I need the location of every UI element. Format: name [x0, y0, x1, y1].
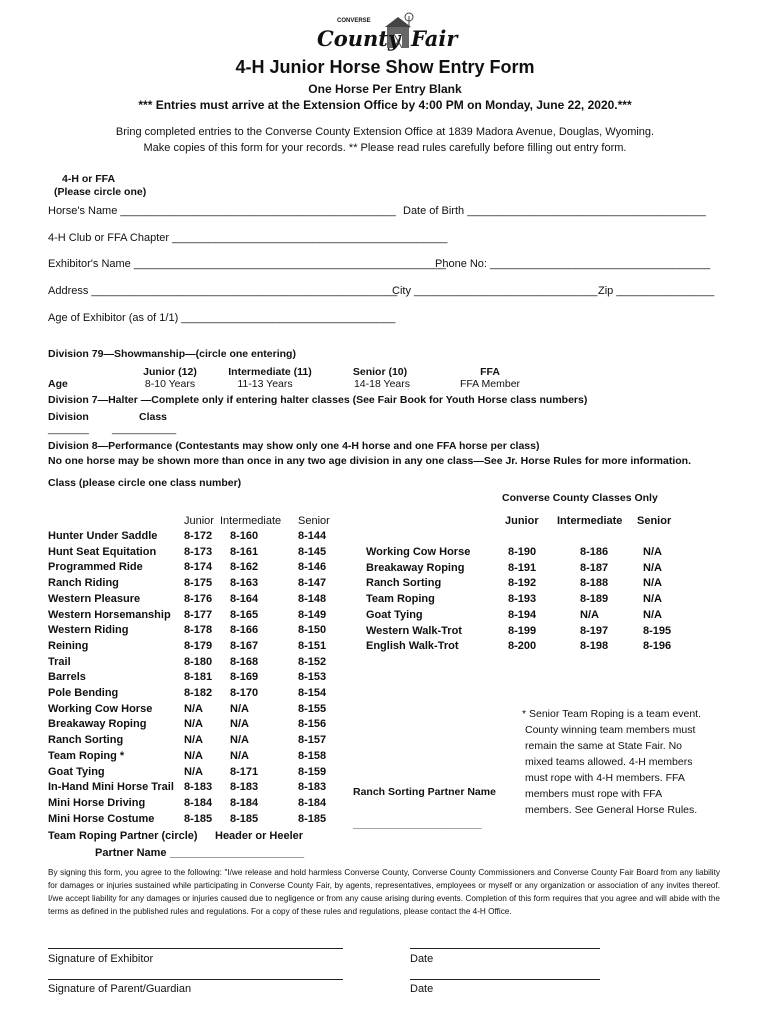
exhibitor-age-field[interactable]: Age of Exhibitor (as of 1/1) ___________________________________ [48, 312, 396, 324]
junior-class-number[interactable]: 8-180 [184, 655, 213, 668]
class-name: Western Pleasure [48, 592, 141, 605]
junior-class-number[interactable]: 8-177 [184, 608, 213, 621]
junior-class-number[interactable]: 8-174 [184, 561, 213, 574]
intermediate-class-number[interactable]: 8-183 [230, 781, 259, 794]
junior-class-number[interactable]: 8-172 [184, 530, 213, 542]
intermediate-class-number[interactable]: 8-164 [230, 592, 259, 605]
converse-classes-heading: Converse County Classes Only [502, 492, 658, 504]
intermediate-class-number[interactable]: 8-163 [230, 577, 259, 590]
junior-class-number[interactable]: 8-193 [508, 593, 537, 606]
horse-name-field[interactable]: Horse's Name _____________________________________________ [48, 205, 396, 217]
column-header-senior: Senior [298, 515, 330, 527]
showmanship-intermediate-ages: 11-13 Years [237, 378, 293, 390]
senior-class-number[interactable]: N/A [643, 608, 662, 621]
class-name: Breakaway Roping [48, 718, 147, 731]
intermediate-class-number[interactable]: N/A [230, 702, 249, 715]
senior-class-number[interactable]: N/A [643, 593, 662, 606]
class-name: Hunt Seat Equitation [48, 545, 157, 558]
halter-division-blank[interactable]: _______ [48, 423, 89, 435]
logo-word-county: County [317, 26, 401, 51]
circle-4h-ffa-label: 4-H or FFA [62, 173, 116, 185]
senior-class-number[interactable]: 8-156 [298, 718, 327, 731]
junior-class-number[interactable]: 8-191 [508, 561, 537, 574]
class-name: Programmed Ride [48, 561, 143, 574]
junior-class-number[interactable]: N/A [184, 718, 203, 731]
showmanship-junior-ages: 8-10 Years [144, 378, 196, 390]
class-name: Team Roping [366, 593, 435, 606]
class-name: Trail [48, 655, 71, 668]
division-79-heading: Division 79—Showmanship—(circle one entering) [48, 348, 296, 360]
intermediate-class-number[interactable]: N/A [230, 749, 249, 762]
class-name: English Walk-Trot [366, 640, 459, 653]
showmanship-intermediate[interactable]: Intermediate (11) [228, 366, 312, 378]
class-name: Team Roping * [48, 749, 125, 762]
intermediate-class-number[interactable]: 8-169 [230, 671, 259, 684]
senior-class-number[interactable]: 8-157 [298, 734, 327, 747]
class-name: Western Horsemanship [48, 608, 171, 621]
phone-field[interactable]: Phone No: ____________________________________ [435, 258, 711, 270]
class-circle-instruction: Class (please circle one class number) [48, 477, 242, 489]
date-label-2: Date [410, 983, 434, 995]
team-note-line: County winning team members must [525, 724, 696, 736]
class-name: Mini Horse Costume [48, 812, 155, 825]
county-fair-logo [315, 12, 458, 58]
intermediate-class-number[interactable]: 8-188 [580, 577, 609, 590]
senior-class-number[interactable]: N/A [643, 561, 662, 574]
intro-line-2: Make copies of this form for your records. ** Please read rules carefully before filling out entry form. [143, 142, 627, 154]
junior-class-number[interactable]: N/A [184, 702, 203, 715]
junior-class-number[interactable]: N/A [184, 734, 203, 747]
junior-class-number[interactable]: 8-179 [184, 639, 213, 652]
deadline-notice: *** Entries must arrive at the Extension Office by 4:00 PM on Monday, June 22, 2020.*** [138, 98, 632, 112]
exhibitor-signature-line[interactable] [48, 948, 343, 949]
intermediate-class-number[interactable]: 8-161 [230, 545, 259, 558]
circle-one-hint: (Please circle one) [54, 186, 147, 198]
class-name: Goat Tying [48, 765, 105, 778]
senior-class-number[interactable]: 8-154 [298, 687, 327, 699]
club-chapter-field[interactable]: 4-H Club or FFA Chapter _____________________________________________ [48, 232, 448, 244]
senior-class-number[interactable]: 8-150 [298, 624, 327, 637]
class-name: In-Hand Mini Horse Trail [48, 781, 174, 794]
junior-class-number[interactable]: 8-178 [184, 624, 213, 637]
senior-class-number[interactable]: 8-195 [643, 624, 672, 637]
junior-class-number[interactable]: 8-182 [184, 687, 213, 699]
senior-class-number[interactable]: 8-153 [298, 671, 327, 684]
senior-class-number[interactable]: 8-152 [298, 655, 327, 668]
intermediate-class-number[interactable]: 8-168 [230, 655, 259, 668]
class-name: Reining [48, 639, 89, 652]
intermediate-class-number[interactable]: 8-167 [230, 639, 259, 652]
junior-class-number[interactable]: 8-181 [184, 671, 213, 684]
intermediate-class-number[interactable]: N/A [230, 734, 249, 747]
class-name: Ranch Sorting [366, 577, 442, 590]
junior-class-number[interactable]: 8-199 [508, 624, 537, 637]
intermediate-class-number[interactable]: N/A [580, 608, 599, 621]
halter-division-label: Division [48, 411, 89, 423]
intermediate-class-number[interactable]: 8-166 [230, 624, 259, 637]
intermediate-class-number[interactable]: 8-162 [230, 561, 259, 574]
senior-class-number[interactable]: 8-144 [298, 530, 327, 542]
converse-column-intermediate: Intermediate [557, 515, 623, 527]
exhibitor-name-field[interactable]: Exhibitor's Name ___________________________________________________ [48, 258, 446, 270]
parent-signature-label: Signature of Parent/Guardian [48, 983, 192, 995]
junior-class-number[interactable]: 8-173 [184, 545, 213, 558]
date-of-birth-field[interactable]: Date of Birth _______________________________________ [403, 205, 706, 217]
showmanship-senior-ages: 14-18 Years [353, 378, 411, 390]
class-name: Ranch Riding [48, 577, 119, 590]
senior-class-number[interactable]: 8-159 [298, 765, 327, 778]
class-name: Working Cow Horse [366, 546, 471, 558]
intermediate-class-number[interactable]: N/A [230, 718, 249, 731]
ranch-sorting-partner-blank[interactable]: ______________________ [353, 818, 482, 830]
converse-column-junior: Junior [505, 515, 539, 527]
age-label: Age [48, 378, 68, 390]
class-name: Barrels [48, 671, 86, 684]
class-name: Hunter Under Saddle [48, 530, 158, 542]
date-line-2[interactable] [410, 979, 600, 980]
ranch-sorting-partner-label: Ranch Sorting Partner Name [353, 786, 496, 798]
date-label-1: Date [410, 953, 434, 965]
class-name: Working Cow Horse [48, 702, 153, 715]
intermediate-class-number[interactable]: 8-187 [580, 561, 609, 574]
senior-class-number[interactable]: N/A [643, 546, 662, 558]
junior-class-number[interactable]: N/A [184, 749, 203, 762]
team-note-line: mixed teams allowed. 4-H members [525, 756, 693, 768]
senior-class-number[interactable]: 8-146 [298, 561, 327, 574]
senior-class-number[interactable]: 8-155 [298, 702, 327, 715]
senior-class-number[interactable]: 8-145 [298, 545, 327, 558]
class-name: Ranch Sorting [48, 734, 124, 747]
senior-class-number[interactable]: 8-196 [643, 640, 672, 653]
team-note-line: remain the same at State Fair. No [525, 740, 682, 752]
intermediate-class-number[interactable]: 8-185 [230, 812, 259, 825]
division-7-heading: Division 7—Halter —Complete only if entering halter classes (See Fair Book for Youth Horse class numbers) [48, 394, 588, 406]
page-title: 4-H Junior Horse Show Entry Form [235, 57, 535, 77]
intermediate-class-number[interactable]: 8-198 [580, 640, 609, 653]
class-name: Western Riding [48, 624, 129, 637]
logo-small-text: CONVERSE [337, 18, 371, 24]
intro-line-1: Bring completed entries to the Converse County Extension Office at 1839 Madora Avenue, Douglas, Wyoming. [115, 126, 655, 138]
junior-class-number[interactable]: 8-176 [184, 592, 213, 605]
logo-word-fair: Fair [411, 26, 458, 51]
class-name: Pole Bending [48, 687, 119, 699]
senior-class-number[interactable]: 8-151 [298, 639, 327, 652]
senior-class-number[interactable]: 8-149 [298, 608, 327, 621]
intermediate-class-number[interactable]: 8-184 [230, 796, 259, 809]
intermediate-class-number[interactable]: 8-165 [230, 608, 259, 621]
senior-class-number[interactable]: 8-158 [298, 749, 327, 762]
junior-class-number[interactable]: 8-194 [508, 608, 537, 621]
showmanship-senior[interactable]: Senior (10) [352, 366, 408, 378]
consent-statement: By signing this form, you agree to the following: "I/we release and hold harmless Converse County, Converse County Commissioners and Converse County Fair Board from any liability for damages or injuries sustained while participating in Converse County Fair, by agents, representatives, employees or myself or any organization or association of any invites thereof. I/we accept liability for any damages or injuries caused due to negligence or from any cause arising during events. Completion of this form requires that you agree and will abide with the terms as defined in the published rules and regulations. For a copy of these rules and regulations, please contact the 4-H Office. [48, 868, 720, 916]
zip-field[interactable]: Zip ________________ [598, 285, 715, 297]
senior-class-number[interactable]: 8-183 [298, 781, 327, 794]
junior-class-number[interactable]: 8-175 [184, 577, 213, 590]
class-name: Mini Horse Driving [48, 796, 146, 809]
header-or-heeler-choice[interactable]: Header or Heeler [215, 830, 304, 842]
city-field[interactable]: City ______________________________ [392, 285, 598, 297]
junior-class-number[interactable]: N/A [184, 765, 203, 778]
division-8-heading: Division 8—Performance (Contestants may show only one 4-H horse and one FFA horse per class) [48, 440, 540, 452]
subtitle: One Horse Per Entry Blank [308, 82, 462, 96]
team-note-line: members must rope with FFA [525, 788, 663, 800]
senior-class-number[interactable]: 8-185 [298, 812, 327, 825]
team-note-line: must rope with 4-H members. FFA [525, 772, 685, 784]
parent-signature-line[interactable] [48, 979, 343, 980]
converse-column-senior: Senior [637, 515, 672, 527]
exhibitor-signature-label: Signature of Exhibitor [48, 953, 154, 965]
junior-class-number[interactable]: 8-184 [184, 796, 213, 809]
halter-class-blank[interactable]: ___________ [112, 423, 177, 435]
partner-name-field[interactable]: Partner Name ______________________ [95, 847, 305, 859]
senior-class-number[interactable]: 8-148 [298, 592, 327, 605]
senior-class-number[interactable]: 8-147 [298, 577, 327, 590]
date-line-1[interactable] [410, 948, 600, 949]
column-header-intermediate: Intermediate [220, 515, 282, 527]
showmanship-junior[interactable]: Junior (12) [143, 366, 197, 378]
junior-class-number[interactable]: 8-200 [508, 640, 537, 653]
team-roping-partner-label: Team Roping Partner (circle) [48, 830, 198, 842]
address-field[interactable]: Address __________________________________________________ [48, 285, 398, 297]
junior-class-number[interactable]: 8-190 [508, 546, 537, 558]
class-name: Western Walk-Trot [366, 624, 462, 637]
team-note-line: * Senior Team Roping is a team event. [522, 708, 701, 720]
intermediate-class-number[interactable]: 8-170 [230, 687, 259, 699]
team-note-line: members. See General Horse Rules. [525, 804, 698, 816]
junior-class-number[interactable]: 8-185 [184, 812, 213, 825]
junior-class-number[interactable]: 8-192 [508, 577, 537, 590]
intermediate-class-number[interactable]: 8-171 [230, 765, 259, 778]
intermediate-class-number[interactable]: 8-160 [230, 530, 259, 542]
class-name: Goat Tying [366, 608, 423, 621]
showmanship-ffa-ages: FFA Member [459, 378, 521, 390]
junior-class-number[interactable]: 8-183 [184, 781, 213, 794]
intermediate-class-number[interactable]: 8-189 [580, 593, 609, 606]
intermediate-class-number[interactable]: 8-186 [580, 546, 609, 558]
halter-class-label: Class [139, 411, 168, 423]
senior-class-number[interactable]: N/A [643, 577, 662, 590]
showmanship-ffa[interactable]: FFA [480, 366, 500, 378]
division-8-note: No one horse may be shown more than once in any two age division in any one class—See Jr. Horse Rules for more information. [48, 455, 691, 467]
senior-class-number[interactable]: 8-184 [298, 796, 327, 809]
class-name: Breakaway Roping [366, 561, 465, 574]
column-header-junior: Junior [184, 515, 214, 527]
intermediate-class-number[interactable]: 8-197 [580, 624, 609, 637]
